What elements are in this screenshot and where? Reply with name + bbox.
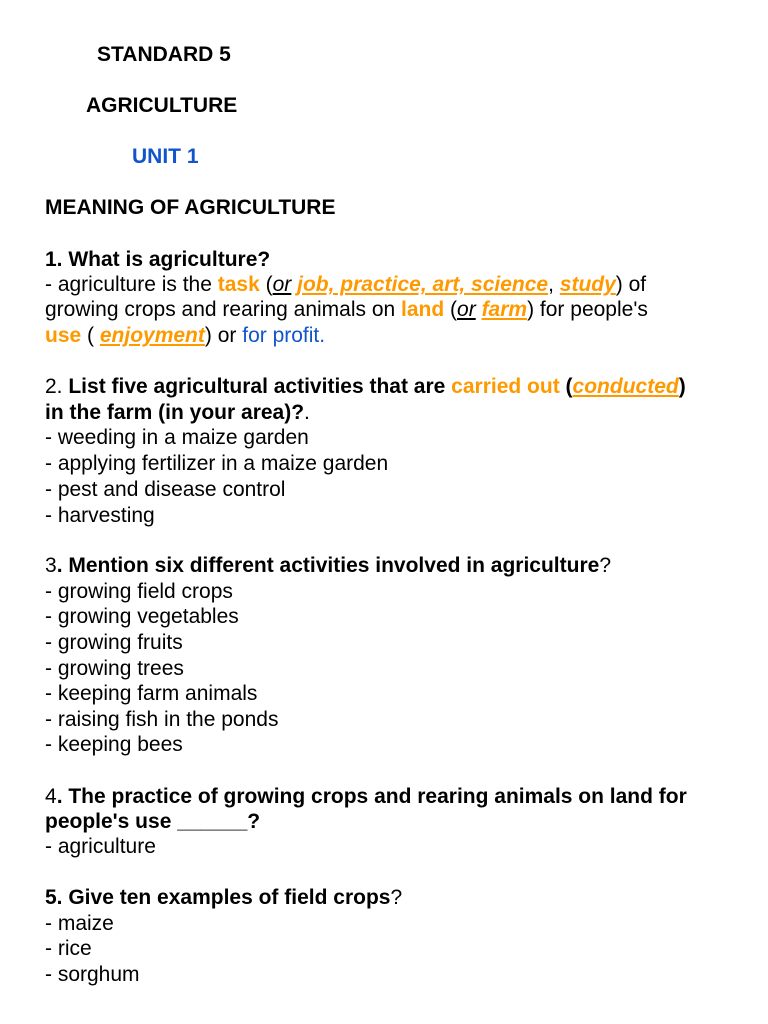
answer-1-line-3 (45, 323, 325, 348)
answer-text: growing crops and rearing animals on (45, 298, 402, 321)
question-4-line-1 (45, 784, 687, 809)
keyword-study: study (559, 273, 616, 296)
unit-heading: UNIT 1 (132, 145, 199, 168)
question-number: 3 (45, 554, 57, 577)
section-title: MEANING OF AGRICULTURE (45, 196, 336, 219)
subject-heading: AGRICULTURE (86, 94, 238, 117)
answer-4: - agriculture (45, 835, 156, 858)
question-number: 2. (45, 375, 69, 398)
answer-5-item: - maize (45, 912, 114, 935)
or-text: or (457, 298, 476, 321)
question-text: . Mention six different activities involved in agriculture (56, 554, 600, 577)
answer-2-item: - pest and disease control (45, 478, 286, 501)
question-2-line-2 (45, 400, 310, 425)
question-text: List five agricultural activities that are (68, 375, 452, 398)
keyword-task: task (217, 273, 260, 296)
answer-text: ( (259, 273, 273, 296)
question-text: . (304, 401, 310, 424)
answer-3-item: - growing trees (45, 657, 184, 680)
question-text: ( (559, 375, 573, 398)
answer-text: ) of (615, 273, 647, 296)
keyword-enjoyment: enjoyment (99, 324, 205, 347)
answer-3-item: - raising fish in the ponds (45, 708, 279, 731)
keyword-alternatives: job, practice, art, science (297, 273, 549, 296)
answer-text: , (548, 273, 560, 296)
answer-1-line-2 (45, 297, 648, 322)
answer-3-item: - growing field crops (45, 580, 233, 603)
question-4-line-2: people's use ______? (45, 810, 261, 833)
keyword-carried-out: carried out (451, 375, 560, 398)
answer-5-item: - sorghum (45, 963, 140, 986)
answer-1-line-1 (45, 272, 646, 297)
answer-3-item: - keeping bees (45, 733, 183, 756)
question-5 (45, 885, 402, 910)
answer-2-item: - weeding in a maize garden (45, 426, 309, 449)
question-text: . The practice of growing crops and rearing animals on land for (56, 785, 687, 808)
answer-text: ( (444, 298, 458, 321)
question-number: 4 (45, 785, 57, 808)
question-end: ? (599, 554, 611, 577)
keyword-conducted: conducted (572, 375, 679, 398)
answer-3-item: - growing fruits (45, 631, 183, 654)
question-text: 5. Give ten examples of field crops (45, 886, 391, 909)
standard-heading: STANDARD 5 (97, 43, 231, 66)
keyword-profit: for profit. (242, 324, 326, 347)
keyword-land: land (401, 298, 445, 321)
answer-text: ) or (204, 324, 243, 347)
answer-2-item: - harvesting (45, 504, 155, 527)
answer-text: ( (81, 324, 100, 347)
question-1: 1. What is agriculture? (45, 248, 271, 271)
keyword-farm: farm (481, 298, 528, 321)
answer-text: ) for people's (527, 298, 648, 321)
or-text: or (272, 273, 292, 296)
keyword-use: use (45, 324, 82, 347)
answer-3-item: - keeping farm animals (45, 682, 258, 705)
question-end: ? (390, 886, 403, 909)
answer-5-item: - rice (45, 937, 92, 960)
question-2-line-1 (45, 374, 686, 399)
answer-text: - agriculture is the (45, 273, 218, 296)
question-3 (45, 553, 611, 578)
question-text: in the farm (in your area)? (45, 401, 305, 424)
question-text: ) (678, 375, 686, 398)
answer-2-item: - applying fertilizer in a maize garden (45, 452, 389, 475)
answer-3-item: - growing vegetables (45, 605, 239, 628)
